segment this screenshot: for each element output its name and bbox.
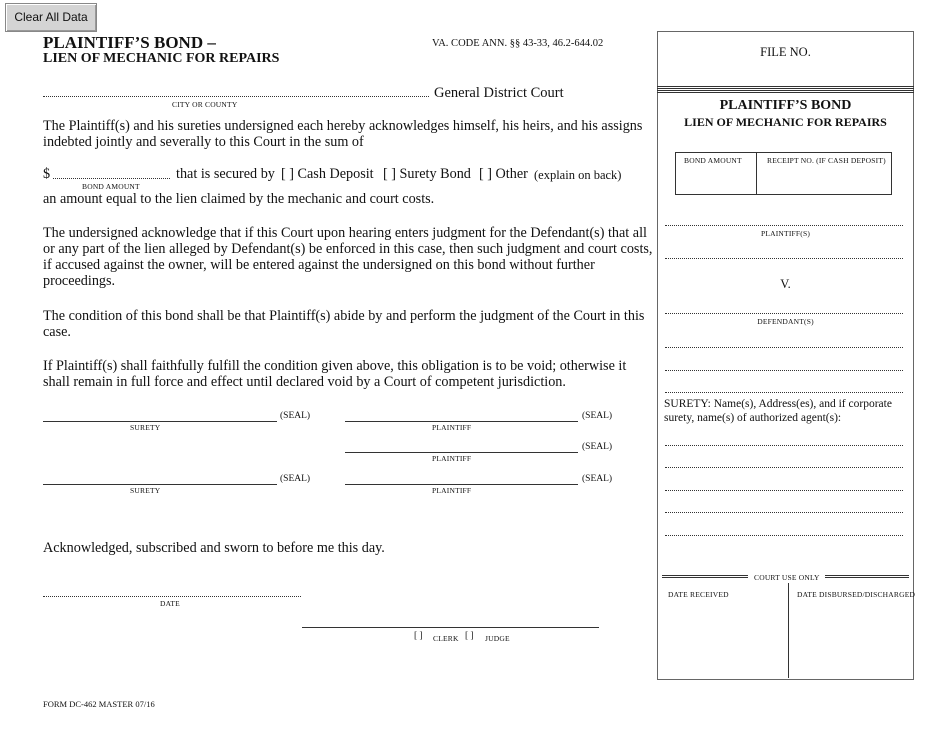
date-received-field[interactable]: DATE RECEIVED: [668, 590, 729, 599]
court-use-rule-left: [662, 575, 748, 578]
panel-subtitle: LIEN OF MECHANIC FOR REPAIRS: [684, 115, 887, 129]
surety-info-line-3[interactable]: [665, 490, 903, 491]
defendant-name-line-3[interactable]: [665, 370, 903, 371]
court-use-rule-right: [825, 575, 909, 578]
panel-title: PLAINTIFF’S BOND: [719, 98, 852, 113]
surety-info-line-5[interactable]: [665, 535, 903, 536]
judge-label: JUDGE: [485, 634, 510, 643]
date-caption: DATE: [160, 599, 180, 608]
surety-info-line-1[interactable]: [665, 445, 903, 446]
bond-amount-caption: BOND AMOUNT: [82, 182, 140, 191]
date-input[interactable]: [43, 596, 301, 597]
surety-caption: SURETY: [130, 486, 161, 495]
form-id: FORM DC-462 MASTER 07/16: [43, 699, 155, 709]
seal-label: (SEAL): [582, 442, 613, 452]
date-disbursed-field[interactable]: DATE DISBURSED/DISCHARGED: [797, 590, 916, 599]
city-or-county-input[interactable]: [43, 96, 429, 97]
seal-label: (SEAL): [582, 474, 613, 484]
versus-label: V.: [780, 277, 791, 291]
clerk-checkbox[interactable]: [ ]: [414, 631, 423, 641]
paragraph-condition: The condition of this bond shall be that Plaintiff(s) abide by and perform the judgment of the Court in this case.: [43, 308, 645, 340]
plaintiff-caption: PLAINTIFF: [432, 486, 472, 495]
paragraph-amount-equal: an amount equal to the lien claimed by the mechanic and court costs.: [43, 191, 435, 207]
court-use-divider: [788, 583, 789, 678]
plaintiff-caption: PLAINTIFF: [432, 423, 472, 432]
seal-label: (SEAL): [582, 411, 613, 421]
court-label: General District Court: [434, 85, 564, 101]
clerk-label: CLERK: [433, 634, 459, 643]
surety-bond-checkbox[interactable]: [ ] Surety Bond: [383, 166, 471, 182]
statute-code: VA. CODE ANN. §§ 43-33, 46.2-644.02: [432, 38, 604, 49]
defendants-caption: DEFENDANT(S): [757, 317, 814, 326]
surety-signature-line-2[interactable]: [43, 484, 277, 485]
plaintiff-name-line-1[interactable]: [665, 225, 903, 226]
plaintiff-caption: PLAINTIFF: [432, 454, 472, 463]
surety-info-line-4[interactable]: [665, 512, 903, 513]
seal-label: (SEAL): [280, 474, 311, 484]
plaintiff-signature-line-3[interactable]: [345, 484, 578, 485]
plaintiff-signature-line-2[interactable]: [345, 452, 578, 453]
court-use-label: COURT USE ONLY: [754, 573, 820, 582]
paragraph-judgment: The undersigned acknowledge that if this Court upon hearing enters judgment for the Defendant(s) that all or any part of the lien alleged by Defendant(s) be enforced in this case, then such judgment and court costs, if accused against the owner, will be entered against the undersigned on this bond without further proceedings.: [43, 225, 653, 289]
surety-caption: SURETY: [130, 423, 161, 432]
surety-info-line-2[interactable]: [665, 467, 903, 468]
cash-deposit-checkbox[interactable]: [ ] Cash Deposit: [281, 166, 374, 182]
explain-on-back: (explain on back): [534, 168, 622, 182]
form-subtitle: LIEN OF MECHANIC FOR REPAIRS: [43, 51, 280, 66]
seal-label: (SEAL): [280, 411, 311, 421]
plaintiff-name-line-2[interactable]: [665, 258, 903, 259]
form-title: PLAINTIFF’S BOND –: [43, 33, 216, 52]
clear-all-data-button[interactable]: Clear All Data: [5, 3, 97, 32]
paragraph-void: If Plaintiff(s) shall faithfully fulfill the condition given above, this obligation is to be void; otherwise it shall remain in full force and effect until declared void by a Court of competent jurisdiction.: [43, 358, 627, 390]
acknowledgment-text: Acknowledged, subscribed and sworn to before me this day.: [43, 540, 385, 556]
secured-by-text: that is secured by: [176, 166, 275, 182]
dollar-sign: $: [43, 166, 51, 182]
paragraph-indebted: The Plaintiff(s) and his sureties undersigned each hereby acknowledges himself, his heirs, and his assigns indebted jointly and severally to this Court in the sum of: [43, 118, 643, 150]
bond-amount-input[interactable]: [53, 178, 170, 179]
defendant-name-line-1[interactable]: [665, 313, 903, 314]
judge-checkbox[interactable]: [ ]: [465, 631, 474, 641]
city-caption: CITY OR COUNTY: [172, 100, 238, 109]
surety-info-label: SURETY: Name(s), Address(es), and if corporate surety, name(s) of authorized agent(s):: [664, 398, 892, 424]
plaintiff-signature-line-1[interactable]: [345, 421, 578, 422]
panel-divider: [657, 86, 914, 89]
plaintiffs-caption: PLAINTIFF(S): [760, 229, 811, 238]
panel-divider: [657, 90, 914, 93]
defendant-name-line-4[interactable]: [665, 392, 903, 393]
file-no-label: FILE NO.: [760, 45, 811, 59]
receipt-number-field[interactable]: RECEIPT NO. (IF CASH DEPOSIT): [767, 156, 886, 165]
other-checkbox[interactable]: [ ] Other: [479, 166, 528, 182]
official-signature-line[interactable]: [302, 627, 599, 628]
surety-signature-line-1[interactable]: [43, 421, 277, 422]
bond-amount-field[interactable]: BOND AMOUNT: [684, 156, 742, 165]
box-divider: [756, 152, 757, 194]
defendant-name-line-2[interactable]: [665, 347, 903, 348]
